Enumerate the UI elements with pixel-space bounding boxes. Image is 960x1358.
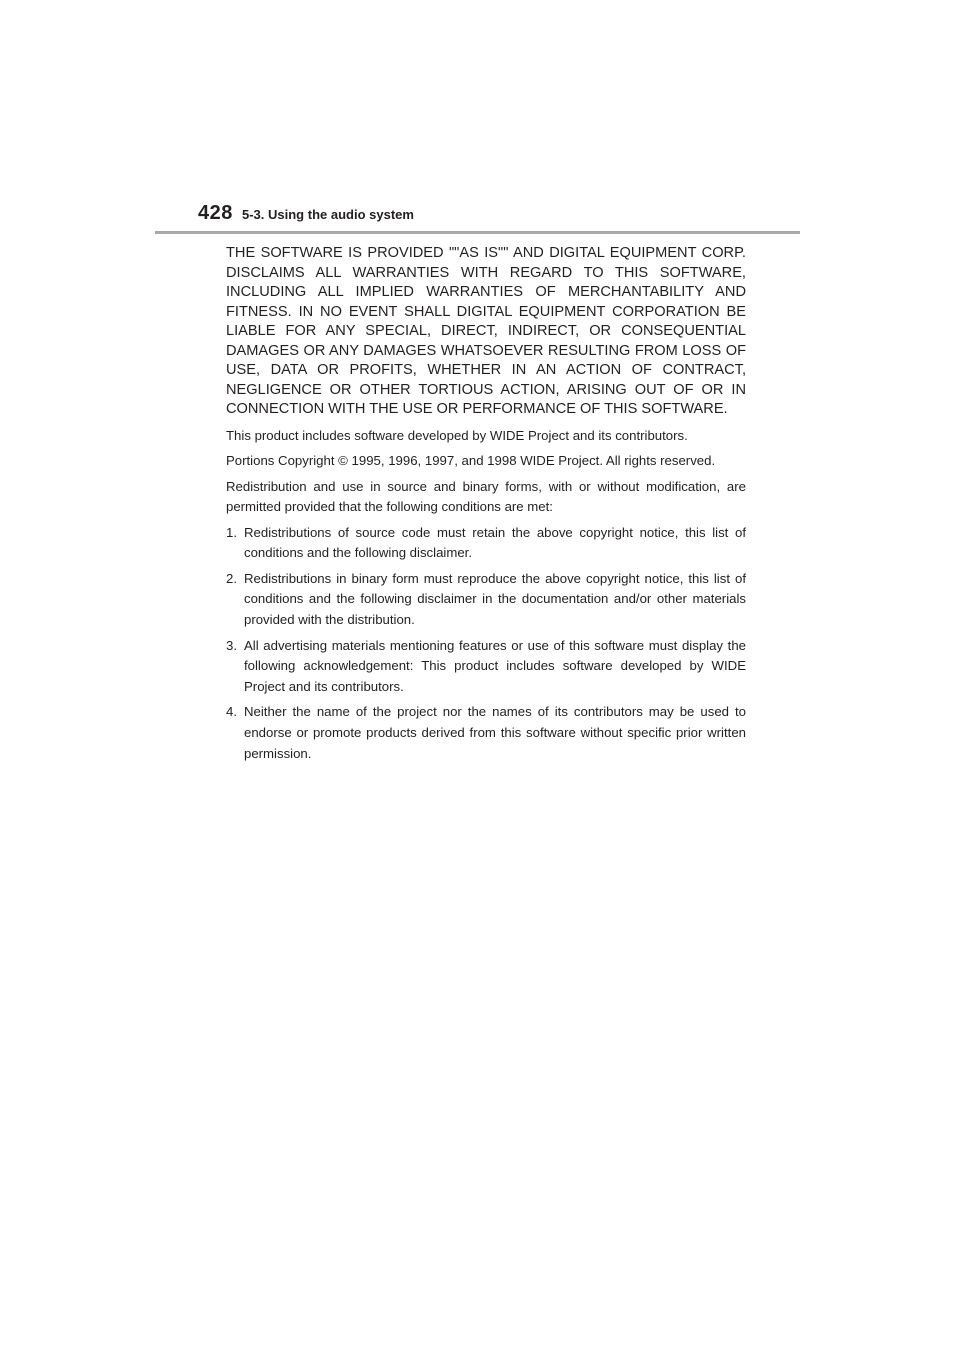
page-number: 428 (198, 202, 233, 224)
list-item-number: 3. (226, 637, 237, 653)
list-item (226, 702, 746, 764)
disclaimer-paragraph: THE SOFTWARE IS PROVIDED ""AS IS"" AND DIGITAL EQUIPMENT CORP. DISCLAIMS ALL WARRANTIES WITH REGARD TO THIS SOFTWARE, INCLUDING ALL IMPLIED WARRANTIES OF MERCHANTABILITY AND FITNESS. IN NO EVENT SHALL DIGITAL EQUIPMENT CORPORATION BE LIABLE FOR ANY SPECIAL, DIRECT, INDIRECT, OR CONSEQUENTIAL DAMAGES OR ANY DAMAGES WHATSOEVER RESULTING FROM LOSS OF USE, DATA OR PROFITS, WHETHER IN AN ACTION OF CONTRACT, NEGLIGENCE OR OTHER TORTIOUS ACTION, ARISING OUT OF OR IN CONNECTION WITH THE USE OR PERFORMANCE OF THIS SOFTWARE. (226, 245, 746, 417)
list-item (226, 569, 746, 631)
header-divider (155, 231, 800, 234)
page-header (198, 200, 758, 230)
list-item-number: 4. (226, 704, 237, 720)
list-item (226, 636, 746, 698)
body-paragraph: Redistribution and use in source and binary forms, with or without modification, are permitted provided that the following conditions are met: (226, 479, 746, 514)
list-item-text: All advertising materials mentioning features or use of this software must display the following acknowledgement: This product includes software developed by WIDE Project and its contributors. (244, 637, 746, 694)
copyright-paragraph: Portions Copyright © 1995, 1996, 1997, and 1998 WIDE Project. All rights reserved. (226, 453, 716, 469)
section-title: 5-3. Using the audio system (242, 207, 414, 222)
list-item-number: 2. (226, 570, 237, 586)
list-item-number: 1. (226, 524, 237, 540)
body-paragraph: This product includes software developed by WIDE Project and its contributors. (226, 427, 688, 443)
page-body (226, 244, 746, 769)
conditions-list (226, 523, 746, 765)
list-item (226, 523, 746, 564)
list-item-text: Redistributions in binary form must reproduce the above copyright notice, this list of conditions and the following disclaimer in the documentation and/or other materials provided with the distribution. (244, 570, 746, 628)
list-item-text: Redistributions of source code must retain the above copyright notice, this list of conditions and the following disclaimer. (244, 524, 746, 561)
list-item-text: Neither the name of the project nor the names of its contributors may be used to endorse or promote products derived from this software without specific prior written permission. (244, 704, 746, 761)
